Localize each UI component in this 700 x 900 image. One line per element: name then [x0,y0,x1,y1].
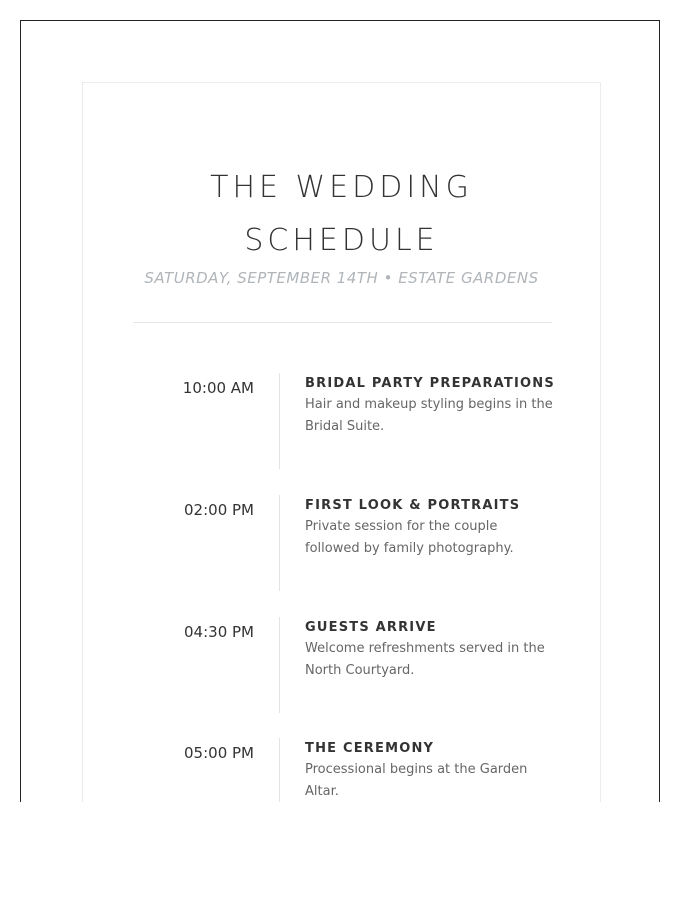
event-item [83,373,600,469]
event-description: Processional begins at the Garden Altar. [305,762,528,799]
event-time: 04:30 PM [184,623,254,641]
timeline-divider [279,495,280,591]
event-title: GUESTS ARRIVE [305,620,437,635]
event-time: 02:00 PM [184,501,254,519]
timeline-divider [279,373,280,469]
event-description: Welcome refreshments served in the North Courtyard. [305,641,545,678]
event-title: FIRST LOOK & PORTRAITS [305,498,521,513]
event-item [83,738,600,802]
title-line-1: THE WEDDING [210,170,473,205]
event-title: THE CEREMONY [305,741,435,756]
page-frame [20,20,660,802]
event-content [305,498,555,560]
schedule-card [82,82,601,802]
date-venue-subtitle: SATURDAY, SEPTEMBER 14TH • ESTATE GARDENS [144,269,539,287]
timeline-divider [279,738,280,802]
event-description: Hair and makeup styling begins in the Bridal Suite. [305,397,553,434]
event-title: BRIDAL PARTY PREPARATIONS [305,376,555,391]
header-divider [133,322,552,323]
event-description: Private session for the couple followed by family photography. [305,519,514,556]
event-item [83,617,600,713]
event-time: 10:00 AM [182,379,254,397]
title-line-2: SCHEDULE [244,223,439,258]
event-content [305,741,555,802]
event-content [305,620,555,682]
event-time: 05:00 PM [184,744,254,762]
page-title [83,161,600,267]
event-item [83,495,600,591]
event-content [305,376,555,438]
timeline-divider [279,617,280,713]
